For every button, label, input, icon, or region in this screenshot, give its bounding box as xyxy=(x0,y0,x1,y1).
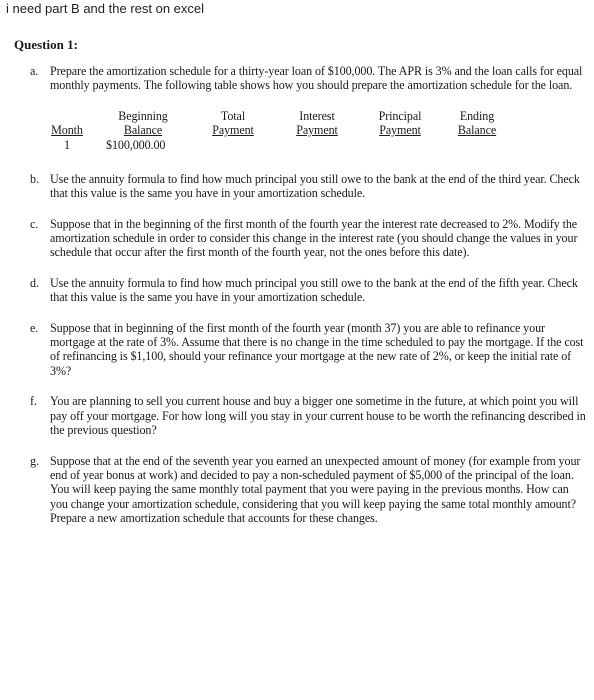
item-letter: b. xyxy=(30,171,39,186)
item-text: Suppose that in the beginning of the first month of the fourth year the interest rate decreased to 2%. Modify the amortization schedule in order to consider this change in the interest rate (you should change the values in your schedule that occur after the first month of the fourth year, not the ones before this date). xyxy=(50,216,578,260)
item-letter: c. xyxy=(30,216,39,231)
col-header-top: Ending xyxy=(459,108,495,123)
col-total-payment xyxy=(190,109,276,137)
item-b xyxy=(30,172,586,201)
col-header-top: Principal xyxy=(378,108,422,123)
question-items xyxy=(30,64,586,526)
item-letter: a. xyxy=(30,64,39,78)
col-interest-payment xyxy=(276,109,358,137)
cell-ending-balance xyxy=(442,137,512,152)
item-text: Use the annuity formula to find how much principal you still owe to the bank at the end of the fifth year. Check that this value is the same you have in your amortization schedule. xyxy=(50,275,578,305)
item-a xyxy=(30,64,586,93)
col-header-top: Total xyxy=(220,108,246,123)
table-header-row xyxy=(38,109,512,137)
item-text: Prepare the amortization schedule for a thirty-year loan of $100,000. The APR is 3% and the loan calls for equal monthly payments. The following table shows how you should prepare the amortization schedule for the loan. xyxy=(50,64,583,93)
question-heading: Question 1: xyxy=(14,37,78,52)
item-d xyxy=(30,276,586,305)
table-row xyxy=(38,137,512,152)
item-text: Suppose that in beginning of the first month of the fourth year (month 37) you are able to refinance your mortgage at the rate of 3%. Assume that there is no change in the time scheduled to pay the mortgage. If the cost of refinancing is $1,100, should your refinance your mortgage at the new rate of 2%, or keep the initial rate of 3%? xyxy=(50,320,584,378)
col-header-bottom: Balance xyxy=(457,122,497,137)
amortization-table xyxy=(38,109,512,152)
item-f xyxy=(30,394,586,437)
col-header-top: Beginning xyxy=(118,108,168,123)
item-text: Suppose that at the end of the seventh year you earned an unexpected amount of money (for example from your end of year bonus at work) and decided to pay a non-scheduled payment of $5,000 of the principal of the loan. You will keep paying the same monthly total payment that you were paying in the previous months. How can you change your amortization schedule, considering that you will keep paying the same total monthly amount? Prepare a new amortization schedule that accounts for these changes. xyxy=(50,453,581,526)
item-e xyxy=(30,321,586,379)
item-text: You are planning to sell you current house and buy a bigger one sometime in the future, at which point you will pay off your mortgage. For how long will you stay in your current house to be worth the refinancing described in the previous question? xyxy=(50,394,586,438)
col-header-top: Interest xyxy=(299,108,335,123)
item-g xyxy=(30,454,586,526)
col-header-bottom: Payment xyxy=(296,122,338,137)
cell-interest-payment xyxy=(276,137,358,152)
cell-beginning-balance: $100,000.00 xyxy=(106,137,166,152)
col-header-bottom: Month xyxy=(51,122,83,137)
item-letter: e. xyxy=(30,320,39,335)
col-ending-balance xyxy=(442,109,512,137)
cell-principal-payment xyxy=(358,137,442,152)
item-c xyxy=(30,217,586,260)
col-header-bottom: Payment xyxy=(212,122,254,137)
col-header-bottom: Payment xyxy=(379,122,421,137)
item-text: Use the annuity formula to find how much principal you still owe to the bank at the end of the third year. Check that this value is the same you have in your amortization schedule. xyxy=(50,171,580,201)
col-principal-payment xyxy=(358,109,442,137)
item-letter: f. xyxy=(30,394,37,409)
cell-total-payment xyxy=(190,137,276,152)
col-header-bottom: Balance xyxy=(123,122,163,137)
item-letter: d. xyxy=(30,275,39,290)
cell-month: 1 xyxy=(64,137,70,152)
item-letter: g. xyxy=(30,453,39,468)
user-prompt-text: i need part B and the rest on excel xyxy=(6,1,205,16)
col-month xyxy=(38,109,96,137)
col-beginning-balance xyxy=(96,109,190,137)
